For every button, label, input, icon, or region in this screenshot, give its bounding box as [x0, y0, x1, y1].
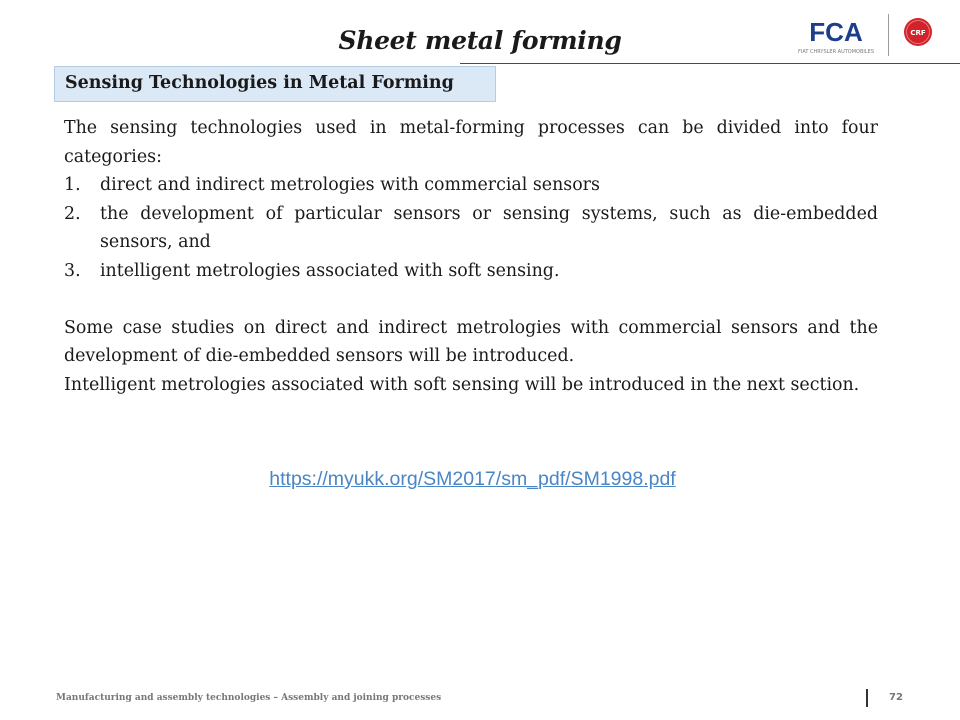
list-number: 3. [64, 260, 81, 281]
page-number: 72 [889, 692, 903, 703]
category-list [64, 171, 878, 285]
fca-logo-text: FCA [809, 17, 863, 47]
case-studies-paragraph: Some case studies on direct and indirect metrologies with commercial sensors and the development of die-embedded sensors will be introduced. [64, 317, 878, 366]
crf-logo [903, 17, 933, 47]
list-number: 2. [64, 203, 81, 224]
list-item [64, 200, 878, 257]
crf-logo-text: CRF [910, 29, 926, 37]
section-header-box [54, 66, 496, 102]
footer-divider [866, 689, 868, 707]
logo-divider [888, 14, 889, 56]
list-item-text: direct and indirect metrologies with commercial sensors [100, 175, 600, 195]
list-item [64, 257, 878, 286]
section-heading: Sensing Technologies in Metal Forming [65, 73, 454, 93]
footer-course-title: Manufacturing and assembly technologies – Assembly and joining processes [56, 693, 442, 703]
list-item-text: intelligent metrologies associated with soft sensing. [100, 260, 560, 281]
intro-paragraph: The sensing technologies used in metal-forming processes can be divided into four categories: [64, 118, 878, 167]
fca-logo-subtext: FIAT CHRYSLER AUTOMOBILES [797, 49, 875, 55]
list-number: 1. [64, 175, 81, 195]
body-text [64, 114, 878, 399]
list-item-text: the development of particular sensors or sensing systems, such as die-embedded sensors, and [100, 203, 878, 252]
paragraph-spacer [64, 285, 878, 314]
list-item [64, 171, 878, 200]
fca-logo [790, 14, 882, 58]
next-section-paragraph: Intelligent metrologies associated with soft sensing will be introduced in the next section. [64, 374, 860, 395]
title-underline [460, 63, 960, 64]
slide-title: Sheet metal forming [338, 26, 622, 55]
reference-link[interactable]: https://myukk.org/SM2017/sm_pdf/SM1998.pdf [269, 468, 676, 490]
